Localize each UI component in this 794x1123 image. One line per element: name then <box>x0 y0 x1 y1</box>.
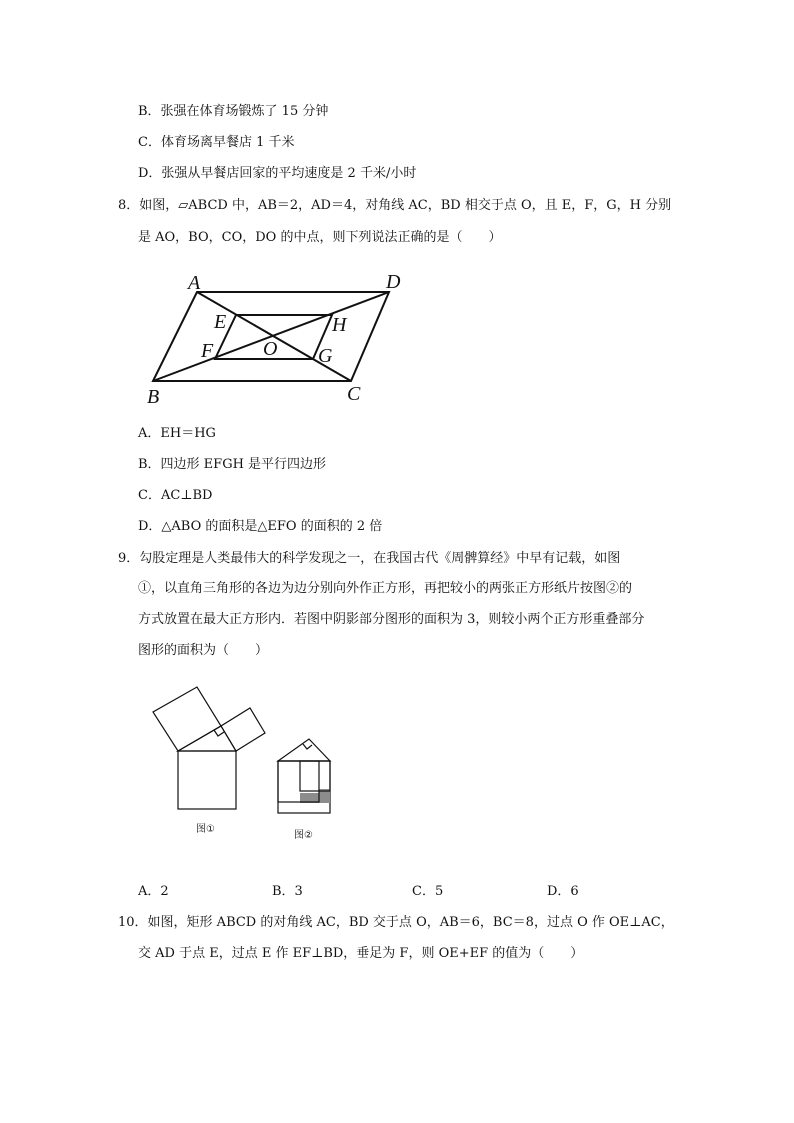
fig2-large-square <box>278 761 330 813</box>
fig1-right-square <box>221 708 265 751</box>
q7-option-b: B．张强在体育场锻炼了 15 分钟 <box>138 104 329 119</box>
label-h: H <box>332 314 347 336</box>
q8-option-c: C．AC⊥BD <box>138 488 213 503</box>
fig2-triangle <box>278 739 330 761</box>
diagonal-bd <box>153 292 389 381</box>
q8-option-d: D．△ABO 的面积是△EFO 的面积的 2 倍 <box>138 519 383 534</box>
fig2-shaded-region <box>278 789 330 803</box>
fig2-small-square <box>300 761 330 791</box>
q9-stem-line4: 图形的面积为（ ） <box>138 643 269 658</box>
q8-stem-line1: 8．如图，▱ABCD 中，AB＝2，AD＝4，对角线 AC，BD 相交于点 O，且 E，F，G，H 分别 <box>118 198 672 213</box>
label-c: C <box>347 383 361 405</box>
fig1-triangle <box>178 726 236 751</box>
q9-option-c: C．5 <box>412 884 444 899</box>
q10-stem-line1: 10．如图，矩形 ABCD 的对角线 AC，BD 交于点 O，AB＝6，BC＝8，过点 O 作 OE⊥AC， <box>118 915 674 930</box>
label-o: O <box>263 338 278 360</box>
fig1-large-square <box>178 751 236 809</box>
parallelogram-abcd <box>153 292 389 381</box>
fig2-medium-square <box>278 761 319 802</box>
q8-option-b: B．四边形 EFGH 是平行四边形 <box>138 457 327 472</box>
q10-stem-line2: 交 AD 于点 E，过点 E 作 EF⊥BD，垂足为 F，则 OE+EF 的值为（ ） <box>138 946 584 961</box>
fig2-caption: 图② <box>294 830 313 841</box>
q8-stem-line2: 是 AO，BO，CO，DO 的中点，则下列说法正确的是（ ） <box>138 230 502 245</box>
label-e: E <box>214 311 227 333</box>
q8-option-a: A．EH＝HG <box>138 426 216 441</box>
fig1-left-square <box>153 687 221 751</box>
quadrilateral-efgh <box>215 315 332 359</box>
q9-stem-line2: ①，以直角三角形的各边为边分别向外作正方形，再把较小的两张正方形纸片按图②的 <box>138 581 633 596</box>
q9-option-a: A．2 <box>138 884 169 899</box>
fig1-caption: 图① <box>196 824 215 835</box>
label-f: F <box>201 340 214 362</box>
q7-option-c: C．体育场离早餐店 1 千米 <box>138 135 295 150</box>
q7-option-d: D．张强从早餐店回家的平均速度是 2 千米/小时 <box>138 166 417 181</box>
fig1-right-angle-mark <box>214 730 224 736</box>
label-a: A <box>188 272 201 294</box>
q9-option-d: D．6 <box>547 884 579 899</box>
label-d: D <box>386 271 401 293</box>
diagonal-ac <box>197 292 351 381</box>
label-b: B <box>147 386 160 408</box>
label-g: G <box>318 345 333 367</box>
q9-option-b: B．3 <box>272 884 303 899</box>
q9-stem-line3: 方式放置在最大正方形内．若图中阴影部分图形的面积为 3，则较小两个正方形重叠部分 <box>138 612 645 627</box>
q9-stem-line1: 9．勾股定理是人类最伟大的科学发现之一，在我国古代《周髀算经》中早有记载，如图 <box>118 551 621 566</box>
fig2-right-angle-mark <box>303 744 312 749</box>
